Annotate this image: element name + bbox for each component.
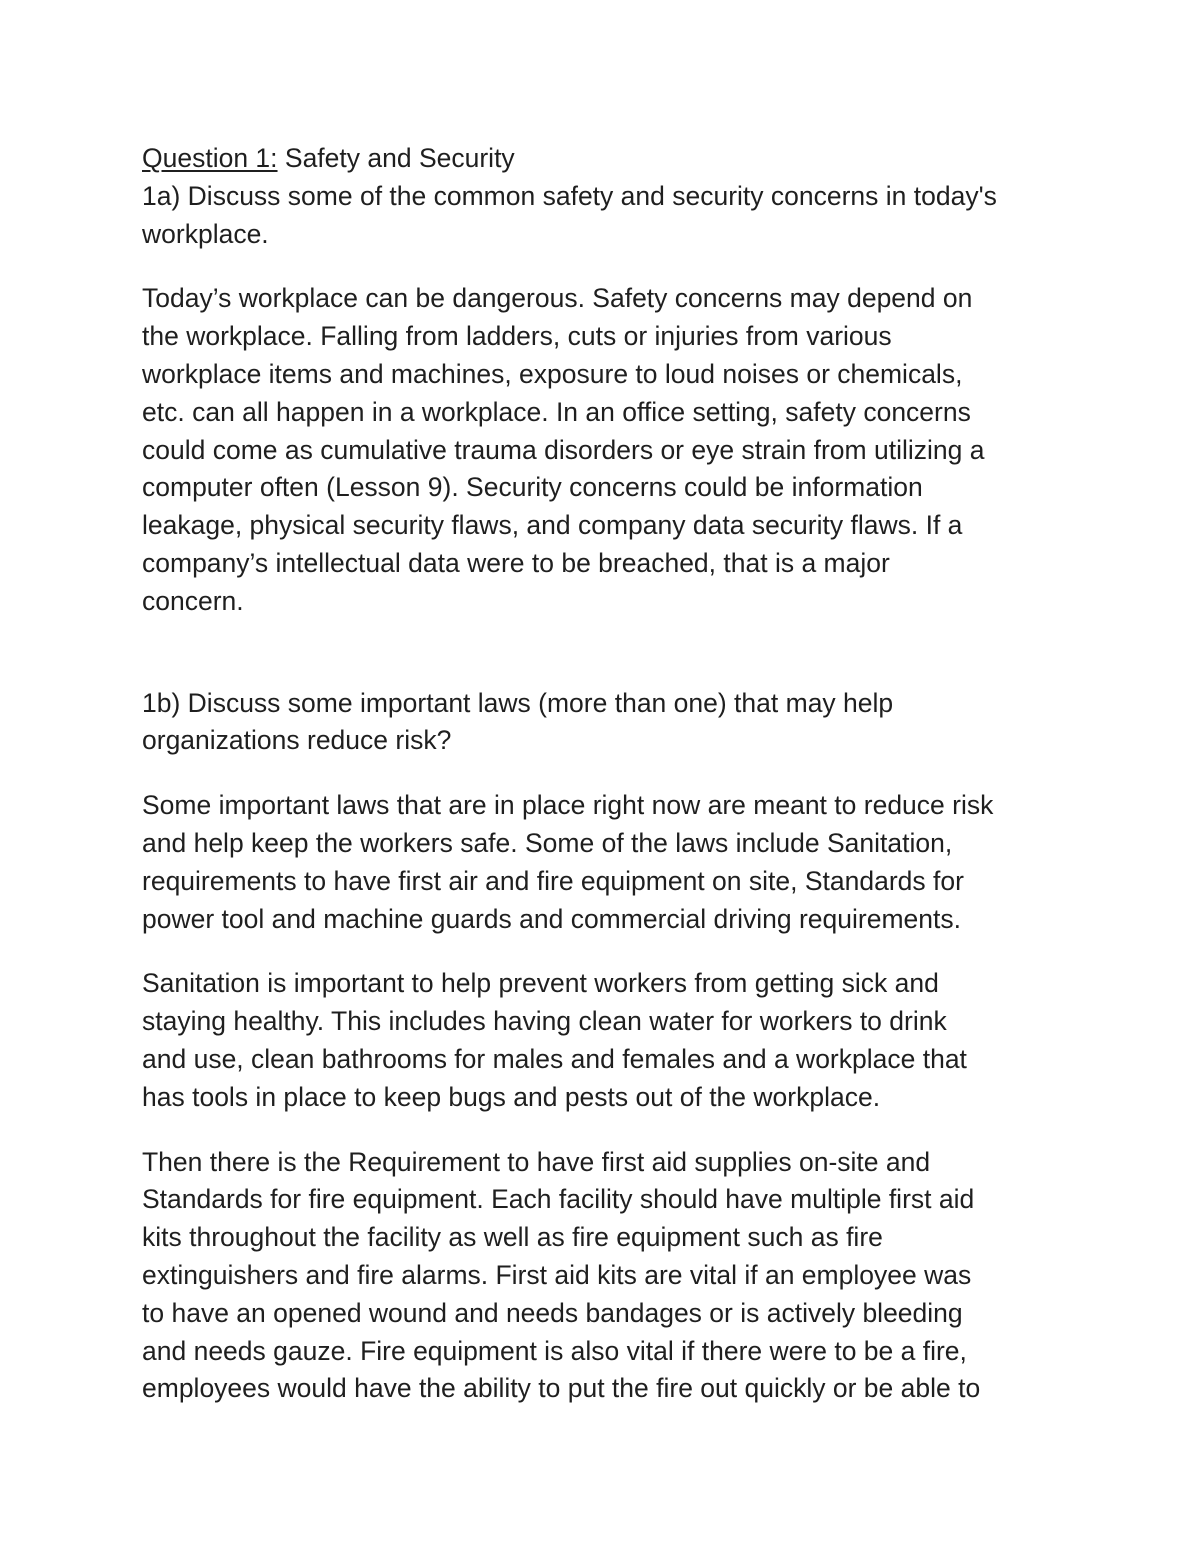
q1a-prompt xyxy=(142,178,1082,254)
q1b-prompt-line: organizations reduce risk? xyxy=(142,725,452,756)
q1b-answer-line: power tool and machine guards and commercial driving requirements. xyxy=(142,903,961,934)
q1a-answer-line: concern. xyxy=(142,585,244,616)
q1b-answer-line: and help keep the workers safe. Some of the laws include Sanitation, xyxy=(142,827,953,858)
q1b-answer-paragraph xyxy=(142,965,1082,1116)
question-heading xyxy=(142,140,1082,178)
q1b-prompt xyxy=(142,685,1082,761)
q1b-answer-line: Then there is the Requirement to have first aid supplies on-site and xyxy=(142,1146,931,1177)
q1a-answer xyxy=(142,280,1082,620)
q1a-prompt-line: 1a) Discuss some of the common safety and security concerns in today's xyxy=(142,180,997,211)
q1b-answer-paragraph xyxy=(142,1144,1082,1409)
q1b-answer-line: to have an opened wound and needs bandages or is actively bleeding xyxy=(142,1297,963,1328)
q1b-answer-line: extinguishers and fire alarms. First aid kits are vital if an employee was xyxy=(142,1259,972,1290)
q1b-answer-line: Sanitation is important to help prevent workers from getting sick and xyxy=(142,968,939,999)
q1b-answer-line: Standards for fire equipment. Each facility should have multiple first aid xyxy=(142,1184,975,1215)
q1a-answer-line: computer often (Lesson 9). Security concerns could be information xyxy=(142,472,923,503)
q1b-answer-paragraph xyxy=(142,787,1082,938)
q1b-answer-line: staying healthy. This includes having clean water for workers to drink xyxy=(142,1006,947,1037)
q1b-answer-line: employees would have the ability to put the fire out quickly or be able to xyxy=(142,1373,981,1404)
q1b-answer-line: and needs gauze. Fire equipment is also vital if there were to be a fire, xyxy=(142,1335,967,1366)
q1b-prompt-line: 1b) Discuss some important laws (more than one) that may help xyxy=(142,687,894,718)
q1a-prompt-line: workplace. xyxy=(142,218,269,249)
question-topic: Safety and Security xyxy=(277,143,515,173)
document-body xyxy=(142,140,1082,1408)
q1b-answer-line: requirements to have first air and fire equipment on site, Standards for xyxy=(142,865,964,896)
question-label: Question 1: xyxy=(142,143,278,173)
q1a-answer-line: etc. can all happen in a workplace. In an office setting, safety concerns xyxy=(142,396,971,427)
q1a-answer-line: Today’s workplace can be dangerous. Safety concerns may depend on xyxy=(142,283,973,314)
q1b-answer-line: and use, clean bathrooms for males and females and a workplace that xyxy=(142,1043,967,1074)
q1b-answer-line: Some important laws that are in place right now are meant to reduce risk xyxy=(142,790,994,821)
q1a-answer-line: workplace items and machines, exposure to loud noises or chemicals, xyxy=(142,358,963,389)
q1a-answer-line: could come as cumulative trauma disorders or eye strain from utilizing a xyxy=(142,434,985,465)
q1a-answer-line: the workplace. Falling from ladders, cuts or injuries from various xyxy=(142,321,892,352)
q1b-answer-line: kits throughout the facility as well as fire equipment such as fire xyxy=(142,1222,883,1253)
q1a-answer-line: company’s intellectual data were to be breached, that is a major xyxy=(142,547,890,578)
q1b-answer-line: has tools in place to keep bugs and pests out of the workplace. xyxy=(142,1081,881,1112)
q1a-answer-line: leakage, physical security flaws, and company data security flaws. If a xyxy=(142,510,963,541)
